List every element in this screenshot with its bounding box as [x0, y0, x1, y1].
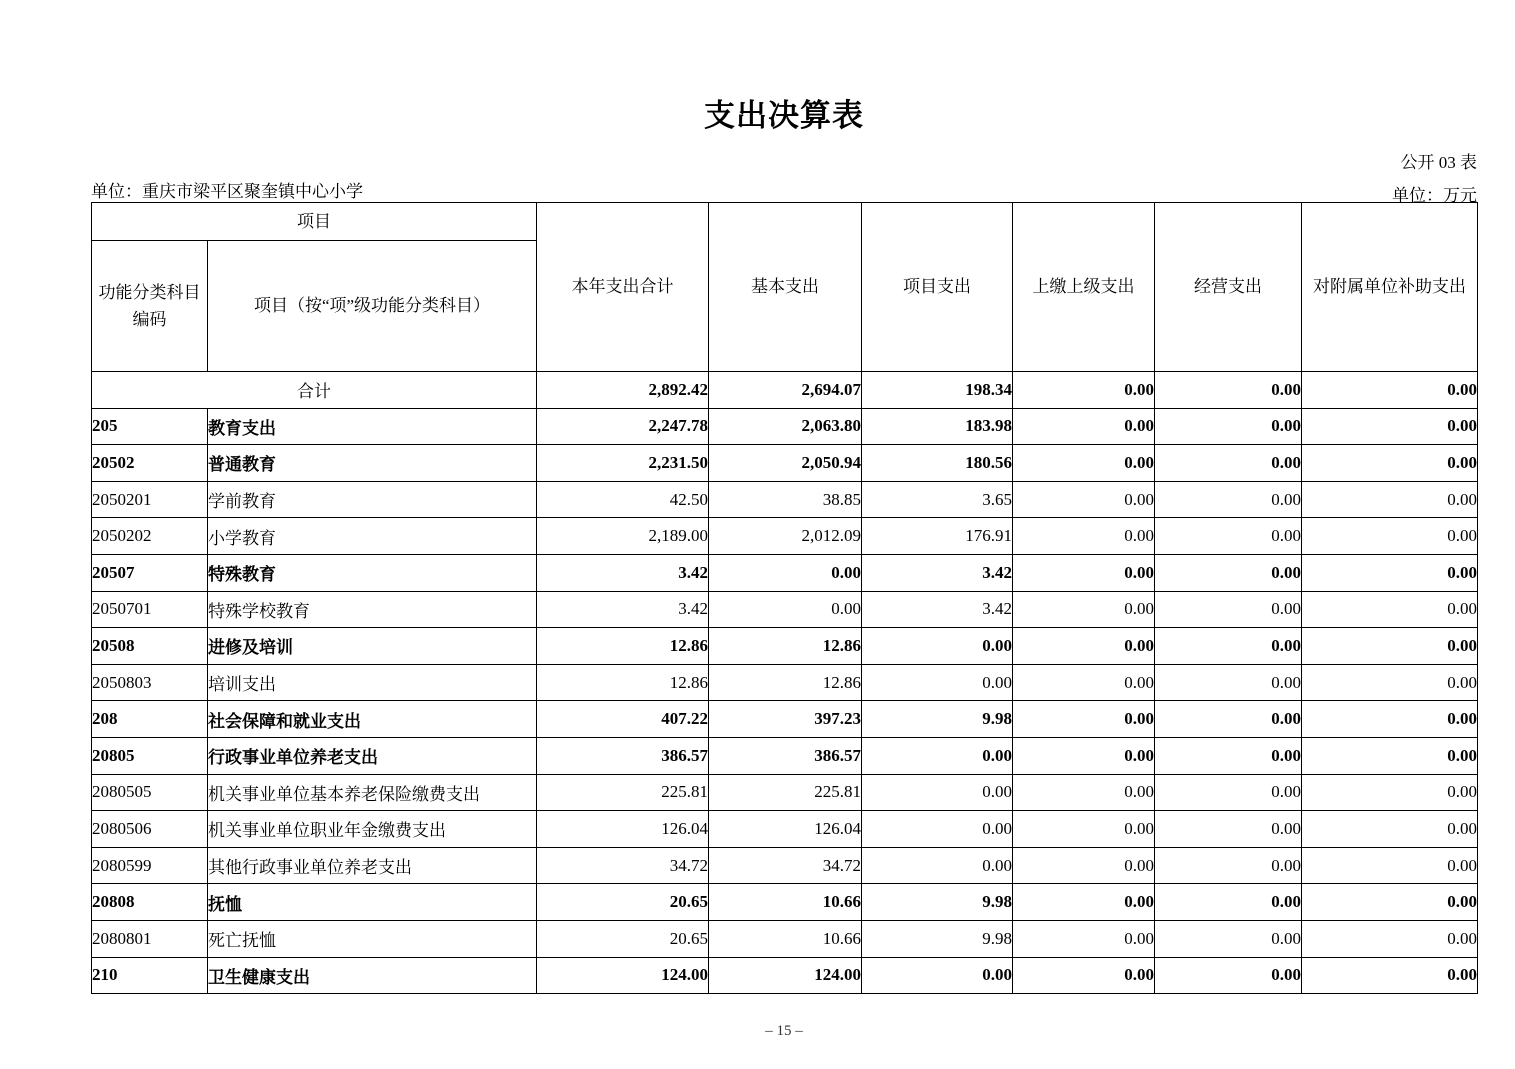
value-cell: 2,892.42 [537, 372, 709, 409]
value-cell: 34.72 [537, 847, 709, 884]
value-cell: 3.42 [537, 591, 709, 628]
value-cell: 2,012.09 [709, 518, 862, 555]
value-cell: 0.00 [1302, 701, 1478, 738]
table-row [92, 408, 1478, 445]
value-cell: 20.65 [537, 920, 709, 957]
row-code: 2080801 [92, 920, 208, 957]
value-cell: 386.57 [537, 737, 709, 774]
value-cell: 0.00 [1302, 811, 1478, 848]
table-row [92, 811, 1478, 848]
row-code: 210 [92, 957, 208, 994]
value-cell: 0.00 [1302, 445, 1478, 482]
value-cell: 12.86 [537, 628, 709, 665]
value-cell: 9.98 [862, 920, 1013, 957]
value-cell: 0.00 [1302, 408, 1478, 445]
value-cell: 0.00 [1013, 884, 1155, 921]
value-cell: 0.00 [1013, 518, 1155, 555]
value-cell: 0.00 [1013, 591, 1155, 628]
value-cell: 225.81 [709, 774, 862, 811]
value-cell: 0.00 [1013, 628, 1155, 665]
value-cell: 0.00 [862, 664, 1013, 701]
table-row [92, 957, 1478, 994]
value-cell: 0.00 [1013, 408, 1155, 445]
value-cell: 0.00 [1155, 481, 1302, 518]
value-cell: 0.00 [1155, 811, 1302, 848]
expenditure-table [91, 202, 1478, 994]
header-col-code: 功能分类科目编码 [92, 241, 208, 372]
row-code: 20808 [92, 884, 208, 921]
table-row [92, 920, 1478, 957]
row-item-name: 卫生健康支出 [208, 957, 537, 994]
value-cell: 180.56 [862, 445, 1013, 482]
table-row [92, 554, 1478, 591]
value-cell: 225.81 [537, 774, 709, 811]
row-code: 2050202 [92, 518, 208, 555]
value-cell: 2,063.80 [709, 408, 862, 445]
value-cell: 38.85 [709, 481, 862, 518]
row-item-name: 特殊教育 [208, 554, 537, 591]
table-row [92, 774, 1478, 811]
value-cell: 0.00 [1302, 554, 1478, 591]
value-cell: 0.00 [1155, 591, 1302, 628]
value-cell: 407.22 [537, 701, 709, 738]
table-row [92, 884, 1478, 921]
row-item-name: 培训支出 [208, 664, 537, 701]
value-cell: 126.04 [709, 811, 862, 848]
value-cell: 9.98 [862, 701, 1013, 738]
table-header [92, 203, 1478, 372]
value-cell: 0.00 [1302, 664, 1478, 701]
value-cell: 3.65 [862, 481, 1013, 518]
value-cell: 0.00 [862, 957, 1013, 994]
value-cell: 0.00 [1155, 957, 1302, 994]
value-cell: 124.00 [537, 957, 709, 994]
table-row [92, 591, 1478, 628]
value-cell: 0.00 [1013, 701, 1155, 738]
table-row [92, 847, 1478, 884]
value-cell: 0.00 [1302, 847, 1478, 884]
header-col-total: 本年支出合计 [537, 203, 709, 372]
value-cell: 2,189.00 [537, 518, 709, 555]
value-cell: 0.00 [1155, 847, 1302, 884]
value-cell: 0.00 [1302, 920, 1478, 957]
header-col-subsidy: 对附属单位补助支出 [1302, 203, 1478, 372]
row-item-name: 机关事业单位职业年金缴费支出 [208, 811, 537, 848]
value-cell: 0.00 [1302, 884, 1478, 921]
row-item-name: 机关事业单位基本养老保险缴费支出 [208, 774, 537, 811]
row-code: 2050803 [92, 664, 208, 701]
value-cell: 0.00 [1302, 372, 1478, 409]
value-cell: 9.98 [862, 884, 1013, 921]
value-cell: 397.23 [709, 701, 862, 738]
value-cell: 0.00 [1155, 701, 1302, 738]
value-cell: 0.00 [1155, 920, 1302, 957]
value-cell: 0.00 [862, 774, 1013, 811]
value-cell: 0.00 [1013, 737, 1155, 774]
value-cell: 0.00 [1013, 847, 1155, 884]
table-row [92, 481, 1478, 518]
table-row [92, 737, 1478, 774]
header-col-upper: 上缴上级支出 [1013, 203, 1155, 372]
header-col-item: 项目（按“项”级功能分类科目） [208, 241, 537, 372]
header-col-basic: 基本支出 [709, 203, 862, 372]
org-unit-label: 单位：重庆市梁平区聚奎镇中心小学 [91, 182, 363, 201]
header-col-project-exp: 项目支出 [862, 203, 1013, 372]
value-cell: 0.00 [1155, 554, 1302, 591]
value-cell: 0.00 [1013, 372, 1155, 409]
page-number: – 15 – [765, 1023, 803, 1039]
row-code: 20502 [92, 445, 208, 482]
table-row [92, 518, 1478, 555]
row-item-name: 行政事业单位养老支出 [208, 737, 537, 774]
value-cell: 0.00 [1302, 957, 1478, 994]
value-cell: 0.00 [1302, 481, 1478, 518]
value-cell: 0.00 [1013, 481, 1155, 518]
value-cell: 20.65 [537, 884, 709, 921]
value-cell: 0.00 [1155, 774, 1302, 811]
value-cell: 0.00 [1302, 518, 1478, 555]
row-code: 2080505 [92, 774, 208, 811]
row-code: 20508 [92, 628, 208, 665]
value-cell: 0.00 [1013, 774, 1155, 811]
row-code: 2050701 [92, 591, 208, 628]
value-cell: 0.00 [709, 591, 862, 628]
table-row [92, 701, 1478, 738]
value-cell: 12.86 [709, 628, 862, 665]
row-item-name: 死亡抚恤 [208, 920, 537, 957]
row-label-merged: 合计 [92, 372, 537, 409]
value-cell: 124.00 [709, 957, 862, 994]
row-code: 2080506 [92, 811, 208, 848]
value-cell: 0.00 [862, 811, 1013, 848]
value-cell: 0.00 [1155, 518, 1302, 555]
row-item-name: 小学教育 [208, 518, 537, 555]
value-cell: 12.86 [709, 664, 862, 701]
value-cell: 10.66 [709, 884, 862, 921]
value-cell: 0.00 [1302, 628, 1478, 665]
value-cell: 2,231.50 [537, 445, 709, 482]
row-item-name: 社会保障和就业支出 [208, 701, 537, 738]
value-cell: 198.34 [862, 372, 1013, 409]
value-cell: 183.98 [862, 408, 1013, 445]
value-cell: 176.91 [862, 518, 1013, 555]
value-cell: 0.00 [1302, 591, 1478, 628]
value-cell: 0.00 [862, 628, 1013, 665]
row-code: 208 [92, 701, 208, 738]
value-cell: 0.00 [1155, 628, 1302, 665]
value-cell: 0.00 [1155, 445, 1302, 482]
value-cell: 0.00 [1155, 664, 1302, 701]
value-cell: 2,050.94 [709, 445, 862, 482]
header-group-project: 项目 [92, 203, 537, 241]
table-row [92, 445, 1478, 482]
value-cell: 0.00 [1013, 957, 1155, 994]
value-cell: 0.00 [709, 554, 862, 591]
value-cell: 0.00 [1155, 884, 1302, 921]
value-cell: 386.57 [709, 737, 862, 774]
value-cell: 3.42 [862, 554, 1013, 591]
table-row [92, 628, 1478, 665]
value-cell: 3.42 [537, 554, 709, 591]
row-item-name: 抚恤 [208, 884, 537, 921]
header-col-operating: 经营支出 [1155, 203, 1302, 372]
row-item-name: 其他行政事业单位养老支出 [208, 847, 537, 884]
value-cell: 2,247.78 [537, 408, 709, 445]
table-row [92, 664, 1478, 701]
value-cell: 0.00 [862, 847, 1013, 884]
value-cell: 0.00 [1155, 408, 1302, 445]
value-cell: 2,694.07 [709, 372, 862, 409]
value-cell: 12.86 [537, 664, 709, 701]
row-code: 2080599 [92, 847, 208, 884]
value-cell: 0.00 [1155, 372, 1302, 409]
value-cell: 0.00 [1302, 774, 1478, 811]
row-code: 2050201 [92, 481, 208, 518]
row-item-name: 教育支出 [208, 408, 537, 445]
value-cell: 0.00 [1013, 554, 1155, 591]
value-cell: 0.00 [1155, 737, 1302, 774]
total-row [92, 372, 1478, 409]
value-cell: 0.00 [1013, 811, 1155, 848]
row-code: 20805 [92, 737, 208, 774]
money-unit-label: 单位：万元 [1392, 186, 1477, 205]
value-cell: 34.72 [709, 847, 862, 884]
value-cell: 0.00 [862, 737, 1013, 774]
value-cell: 0.00 [1013, 920, 1155, 957]
form-code-label: 公开 03 表 [1400, 153, 1477, 172]
row-item-name: 特殊学校教育 [208, 591, 537, 628]
table-body [92, 372, 1478, 994]
value-cell: 0.00 [1302, 737, 1478, 774]
value-cell: 0.00 [1013, 664, 1155, 701]
page-title: 支出决算表 [704, 98, 864, 133]
value-cell: 126.04 [537, 811, 709, 848]
row-item-name: 进修及培训 [208, 628, 537, 665]
value-cell: 3.42 [862, 591, 1013, 628]
row-code: 20507 [92, 554, 208, 591]
value-cell: 10.66 [709, 920, 862, 957]
row-item-name: 普通教育 [208, 445, 537, 482]
row-code: 205 [92, 408, 208, 445]
row-item-name: 学前教育 [208, 481, 537, 518]
value-cell: 42.50 [537, 481, 709, 518]
value-cell: 0.00 [1013, 445, 1155, 482]
